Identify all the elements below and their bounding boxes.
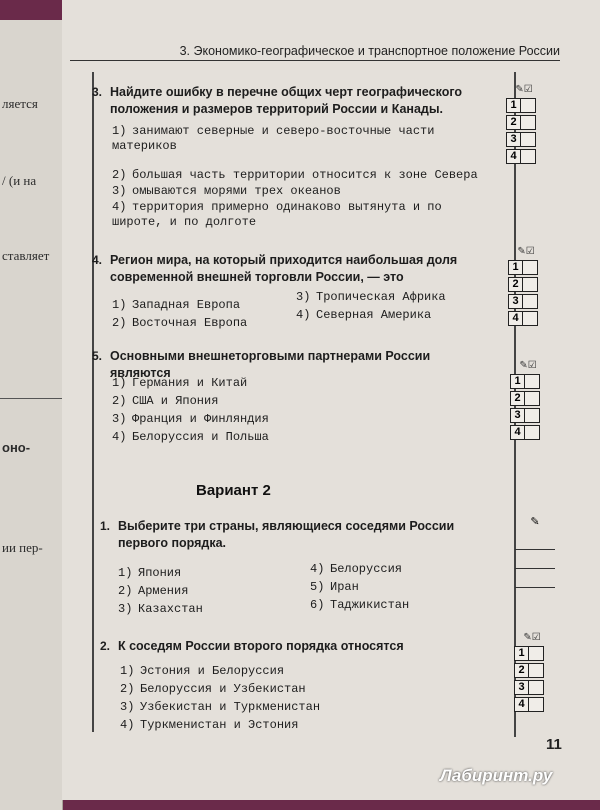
option: 3) Узбекистан и Туркменистан <box>120 700 321 714</box>
answer-checkbox[interactable] <box>521 132 536 147</box>
option: 6) Таджикистан <box>310 598 410 612</box>
left-fragment: оно- <box>2 440 31 455</box>
question-number: 4. <box>92 253 103 267</box>
option: 3) омываются морями трех океанов <box>112 184 341 198</box>
option: 4) Белоруссия и Польша <box>112 430 269 444</box>
option: 4) Северная Америка <box>296 308 432 322</box>
question-number: 3. <box>92 85 103 99</box>
answer-checkbox[interactable] <box>529 697 544 712</box>
pencil-icon: ✎ <box>530 516 540 528</box>
answer-grid[interactable]: ✎☑ 1 2 3 4 <box>506 84 542 166</box>
option: 4) Туркменистан и Эстония <box>120 718 299 732</box>
left-fragment: ляется <box>2 96 38 111</box>
question-stem: К соседям России второго порядка относятся <box>118 639 404 653</box>
answer-checkbox[interactable] <box>525 425 540 440</box>
left-fragment: / (и на <box>2 173 37 188</box>
answer-line[interactable] <box>515 587 555 588</box>
option: 5) Иран <box>310 580 359 594</box>
question-stem: Основными внешнеторговыми партнерами России являются <box>110 349 431 380</box>
left-margin-rule <box>92 72 94 732</box>
answer-checkbox[interactable] <box>521 98 536 113</box>
option: 2) Восточная Европа <box>112 316 248 330</box>
variant-title: Вариант 2 <box>196 482 271 499</box>
question-number: 5. <box>92 349 103 363</box>
left-page-edge <box>0 20 63 810</box>
page-number: 11 <box>546 736 562 753</box>
answer-line[interactable] <box>515 549 555 550</box>
pencil-check-icon: ✎☑ <box>515 84 533 95</box>
answer-grid[interactable]: ✎☑ 1 2 3 4 <box>510 360 546 442</box>
option: 2) Армения <box>118 584 189 598</box>
answer-checkbox[interactable] <box>525 391 540 406</box>
left-divider <box>0 398 62 399</box>
pencil-check-icon: ✎☑ <box>517 246 535 257</box>
variant-question-2 <box>100 638 488 655</box>
question-4 <box>92 252 490 286</box>
left-fragment: ставляет <box>2 248 50 263</box>
option: 1) Западная Европа <box>112 298 241 312</box>
answer-checkbox[interactable] <box>529 663 544 678</box>
option: 3) Тропическая Африка <box>296 290 446 304</box>
option: 4) Белоруссия <box>310 562 403 576</box>
left-fragment: ии пер- <box>2 540 43 555</box>
option: 1) Германия и Китай <box>112 376 248 390</box>
answer-line[interactable] <box>515 568 555 569</box>
option: 2) Белоруссия и Узбекистан <box>120 682 306 696</box>
answer-checkbox[interactable] <box>521 115 536 130</box>
pencil-check-icon: ✎☑ <box>523 632 541 643</box>
labirint-watermark: Лабиринт.ру <box>440 766 553 785</box>
page-header: 3. Экономико-географическое и транспортное положение России <box>70 44 560 61</box>
answer-lines[interactable] <box>515 515 555 588</box>
answer-checkbox[interactable] <box>525 374 540 389</box>
option: 1) занимают северные и северо-восточные части материков <box>112 124 435 153</box>
option: 1) Япония <box>118 566 182 580</box>
answer-checkbox[interactable] <box>521 149 536 164</box>
option: 2) США и Япония <box>112 394 219 408</box>
option: 3) Казахстан <box>118 602 203 616</box>
answer-checkbox[interactable] <box>523 260 538 275</box>
variant-question-1 <box>100 518 488 552</box>
question-stem: Выберите три страны, являющиеся соседями России первого порядка. <box>118 519 455 550</box>
question-stem: Найдите ошибку в перечне общих черт географического положения и размеров территорий России и Канады. <box>110 85 463 116</box>
answer-checkbox[interactable] <box>523 294 538 309</box>
question-number: 1. <box>100 519 111 533</box>
option: 4) территория примерно одинаково вытянута и по широте, и по долготе <box>112 200 442 229</box>
question-3 <box>92 84 490 118</box>
answer-checkbox[interactable] <box>529 680 544 695</box>
option: 3) Франция и Финляндия <box>112 412 269 426</box>
answer-checkbox[interactable] <box>523 277 538 292</box>
answer-checkbox[interactable] <box>523 311 538 326</box>
answer-grid[interactable]: ✎☑ 1 2 3 4 <box>514 632 550 714</box>
question-number: 2. <box>100 639 111 653</box>
option: 1) Эстония и Белоруссия <box>120 664 285 678</box>
pencil-check-icon: ✎☑ <box>519 360 537 371</box>
answer-checkbox[interactable] <box>529 646 544 661</box>
answer-grid[interactable]: ✎☑ 1 2 3 4 <box>508 246 544 328</box>
question-stem: Регион мира, на который приходится наибольшая доля современной внешней торговли России, — это <box>110 253 458 284</box>
option: 2) большая часть территории относится к зоне Севера <box>112 168 478 182</box>
answer-checkbox[interactable] <box>525 408 540 423</box>
